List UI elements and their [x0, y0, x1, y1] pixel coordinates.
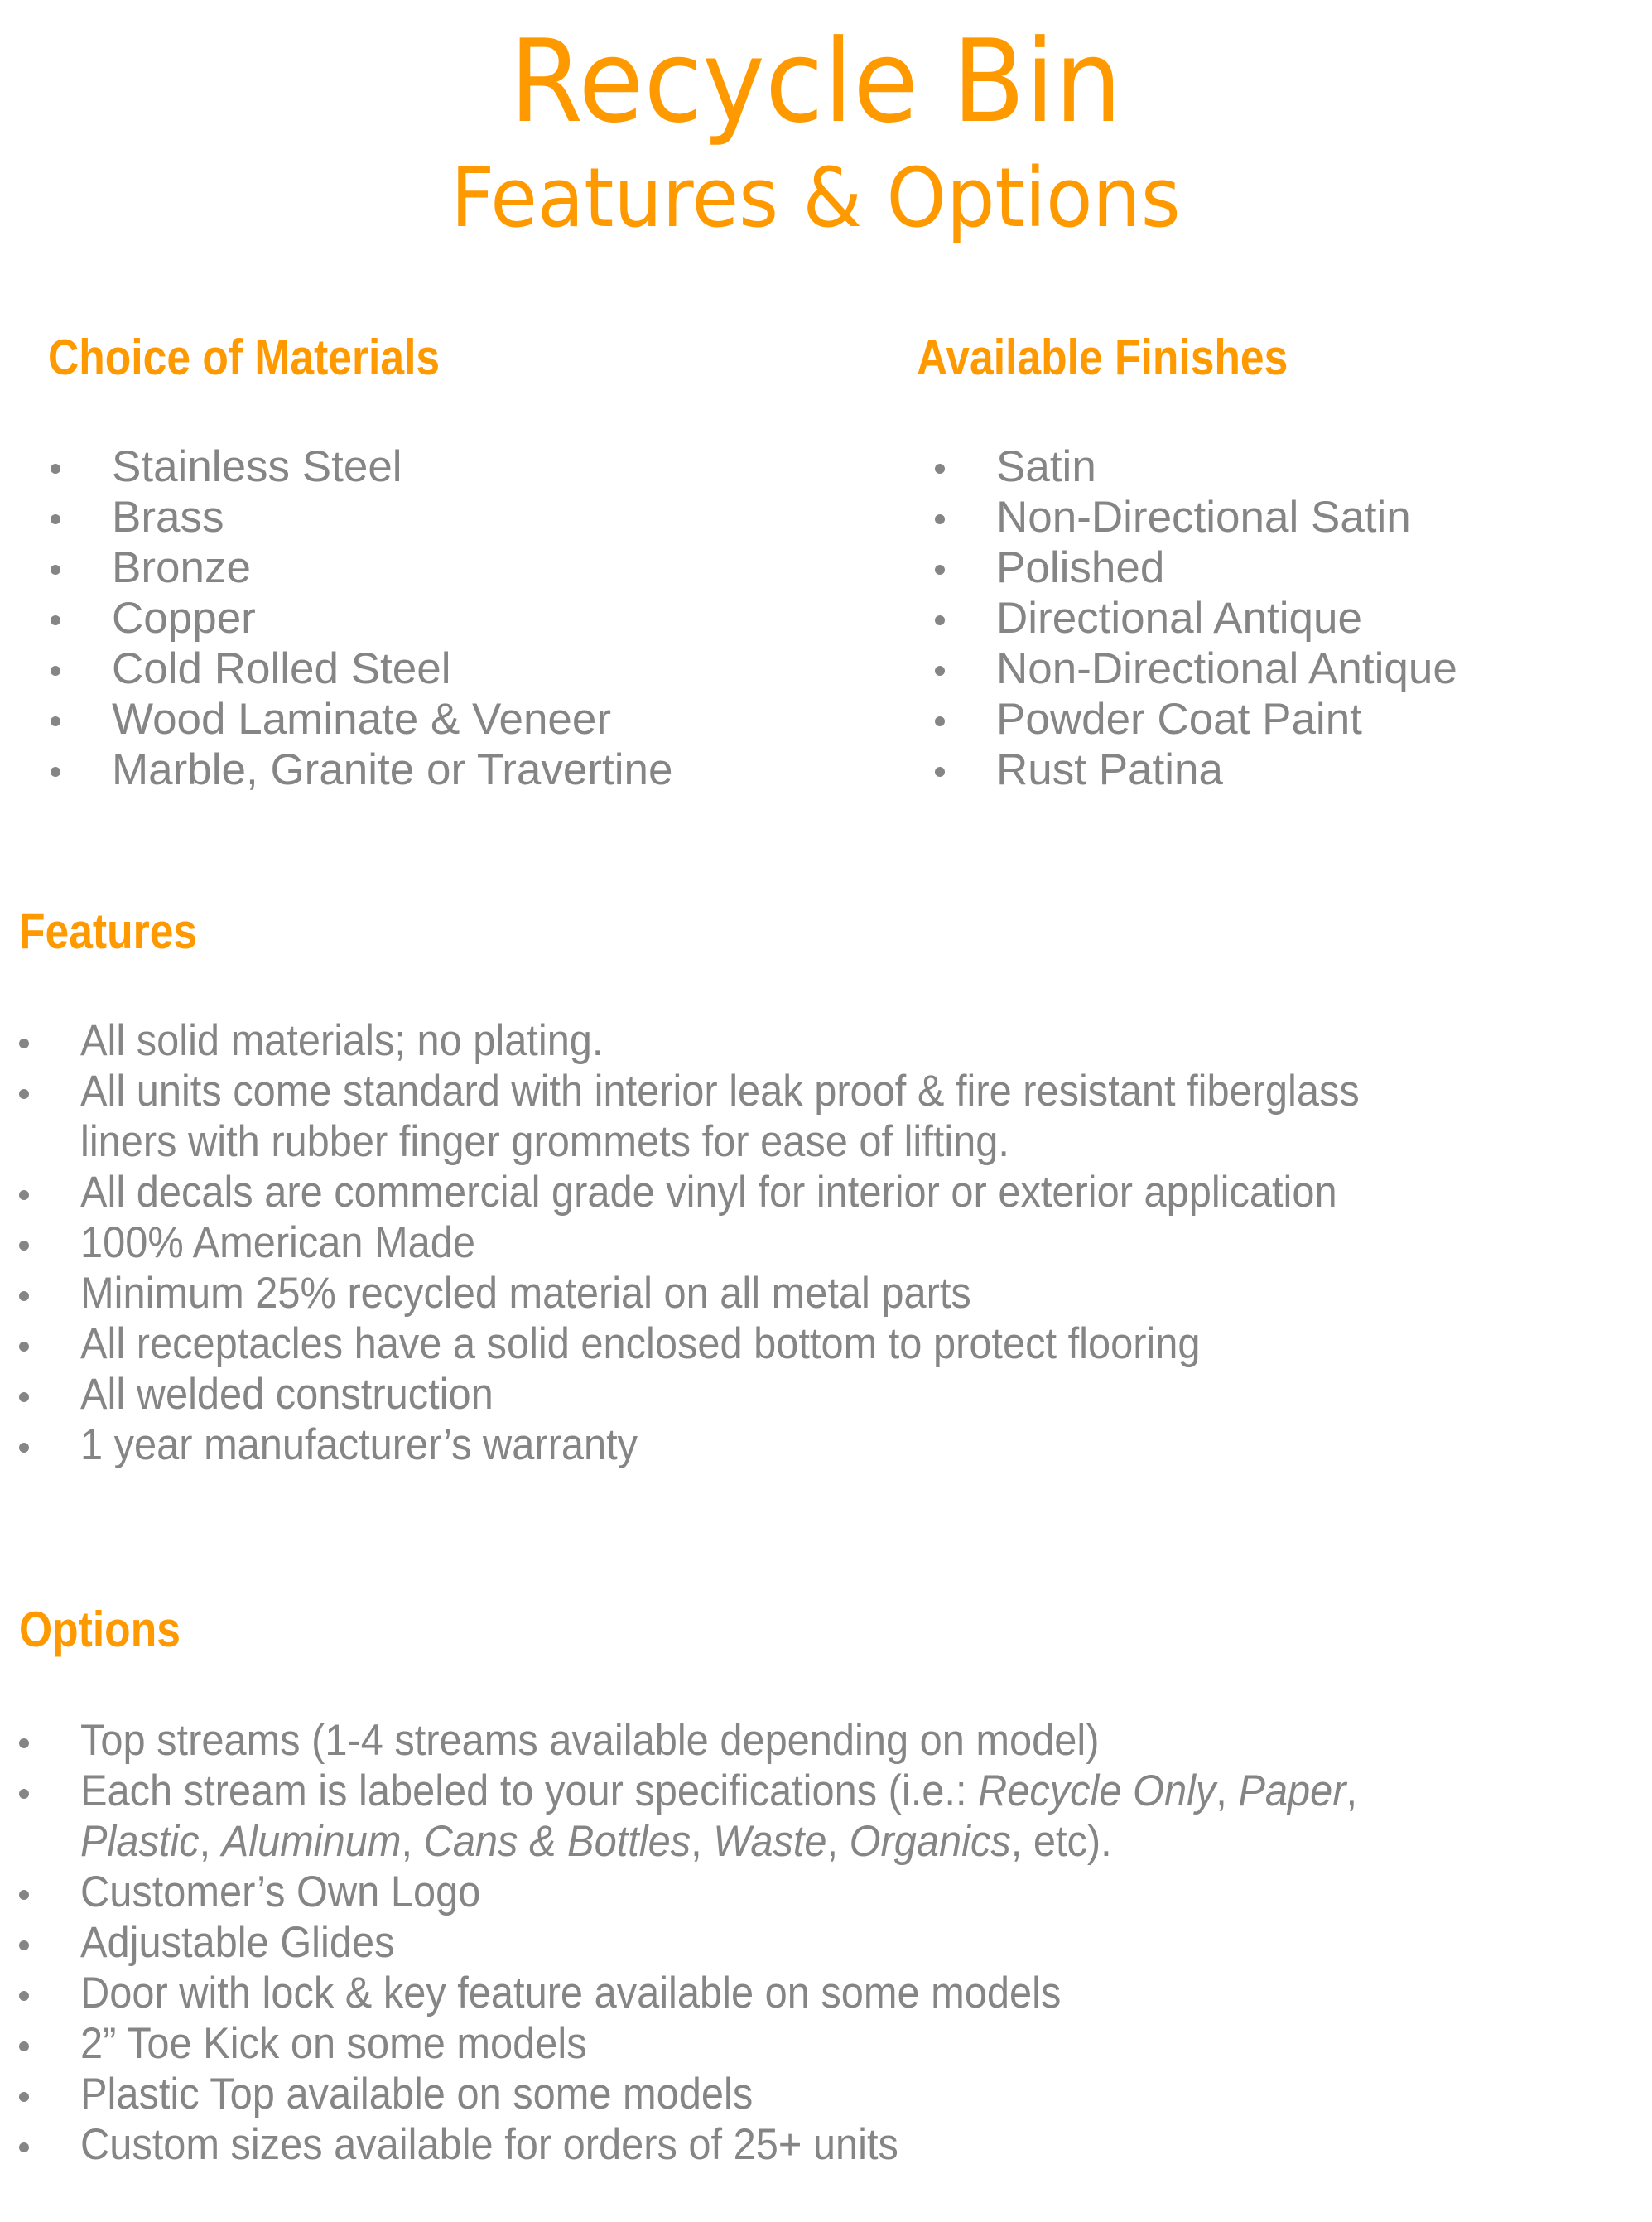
- bullet-icon: [19, 1089, 29, 1099]
- bullet-icon: [19, 1738, 29, 1748]
- bullet-icon: [19, 1890, 29, 1900]
- list-item-continuation: liners with rubber finger grommets for ease of lifting.: [80, 1117, 1009, 1166]
- bullet-icon: [51, 767, 60, 777]
- list-item: All receptacles have a solid enclosed bottom to protect flooring: [80, 1319, 1201, 1368]
- separator: ,: [199, 1817, 222, 1866]
- bullet-icon: [19, 1443, 29, 1453]
- bullet-icon: [51, 716, 60, 726]
- bullet-icon: [19, 2142, 29, 2152]
- list-item: 2” Toe Kick on some models: [80, 2019, 587, 2068]
- bullet-icon: [935, 666, 945, 676]
- bullet-icon: [935, 615, 945, 625]
- bullet-icon: [51, 565, 60, 575]
- list-item: Custom sizes available for orders of 25+ units: [80, 2120, 898, 2169]
- option-text-italic: Plastic: [80, 1817, 200, 1866]
- bullet-icon: [19, 1039, 29, 1048]
- bullet-icon: [935, 464, 945, 474]
- option-text: , etc).: [1010, 1817, 1112, 1866]
- bullet-icon: [935, 716, 945, 726]
- option-text-italic: Aluminum: [221, 1817, 402, 1866]
- page-subtitle: Features & Options: [450, 151, 1181, 246]
- list-item: [80, 1766, 1357, 1816]
- bullet-icon: [19, 2041, 29, 2051]
- list-item: Powder Coat Paint: [996, 695, 1362, 744]
- materials-heading: Choice of Materials: [48, 330, 441, 385]
- list-item: Marble, Granite or Travertine: [112, 745, 673, 794]
- separator: ,: [1346, 1767, 1358, 1815]
- bullet-icon: [19, 2092, 29, 2102]
- list-item: Non-Directional Antique: [996, 644, 1457, 693]
- bullet-icon: [935, 514, 945, 524]
- list-item: Polished: [996, 543, 1165, 592]
- list-item: All welded construction: [80, 1370, 494, 1419]
- page-title: Recycle Bin: [509, 15, 1122, 148]
- bullet-icon: [19, 1940, 29, 1950]
- bullet-icon: [19, 1392, 29, 1402]
- bullet-icon: [935, 565, 945, 575]
- list-item: Adjustable Glides: [80, 1918, 395, 1967]
- list-item: Top streams (1-4 streams available depending on model): [80, 1716, 1100, 1765]
- list-item: All units come standard with interior leak proof & fire resistant fiberglass: [80, 1067, 1360, 1116]
- bullet-icon: [19, 1789, 29, 1799]
- list-item: Satin: [996, 442, 1096, 491]
- bullet-icon: [51, 464, 60, 474]
- bullet-icon: [51, 666, 60, 676]
- list-item: Rust Patina: [996, 745, 1223, 794]
- list-item: Cold Rolled Steel: [112, 644, 451, 693]
- bullet-icon: [19, 1241, 29, 1251]
- bullet-icon: [935, 767, 945, 777]
- option-text-italic: Recycle Only: [978, 1767, 1216, 1815]
- list-item: Door with lock & key feature available on some models: [80, 1969, 1062, 2017]
- list-item: Plastic Top available on some models: [80, 2070, 754, 2118]
- bullet-icon: [19, 1342, 29, 1352]
- list-item: Customer’s Own Logo: [80, 1868, 481, 1916]
- bullet-icon: [19, 1190, 29, 1200]
- options-heading: Options: [19, 1602, 181, 1657]
- separator: ,: [401, 1817, 424, 1866]
- separator: ,: [826, 1817, 850, 1866]
- option-text-italic: Waste: [713, 1817, 827, 1866]
- features-heading: Features: [19, 904, 198, 959]
- list-item: 1 year manufacturer’s warranty: [80, 1420, 638, 1469]
- bullet-icon: [19, 1291, 29, 1301]
- option-text: Each stream is labeled to your specifications (i.e.:: [80, 1767, 979, 1815]
- list-item: Bronze: [112, 543, 251, 592]
- separator: ,: [1216, 1767, 1239, 1815]
- list-item: 100% American Made: [80, 1218, 476, 1267]
- list-item: All decals are commercial grade vinyl for interior or exterior application: [80, 1168, 1337, 1217]
- list-item: Brass: [112, 493, 224, 542]
- bullet-icon: [19, 1991, 29, 2001]
- bullet-icon: [51, 615, 60, 625]
- list-item: Wood Laminate & Veneer: [112, 695, 612, 744]
- option-text-italic: Paper: [1238, 1767, 1346, 1815]
- list-item: Non-Directional Satin: [996, 493, 1411, 542]
- option-text-italic: Cans & Bottles: [423, 1817, 691, 1866]
- list-item: Minimum 25% recycled material on all metal parts: [80, 1269, 971, 1318]
- list-item: Directional Antique: [996, 594, 1362, 643]
- list-item: Copper: [112, 594, 256, 643]
- bullet-icon: [51, 514, 60, 524]
- finishes-heading: Available Finishes: [917, 330, 1288, 385]
- list-item: Stainless Steel: [112, 442, 402, 491]
- list-item-continuation: [80, 1816, 1112, 1867]
- option-text-italic: Organics: [849, 1817, 1011, 1866]
- separator: ,: [691, 1817, 714, 1866]
- list-item: All solid materials; no plating.: [80, 1016, 604, 1065]
